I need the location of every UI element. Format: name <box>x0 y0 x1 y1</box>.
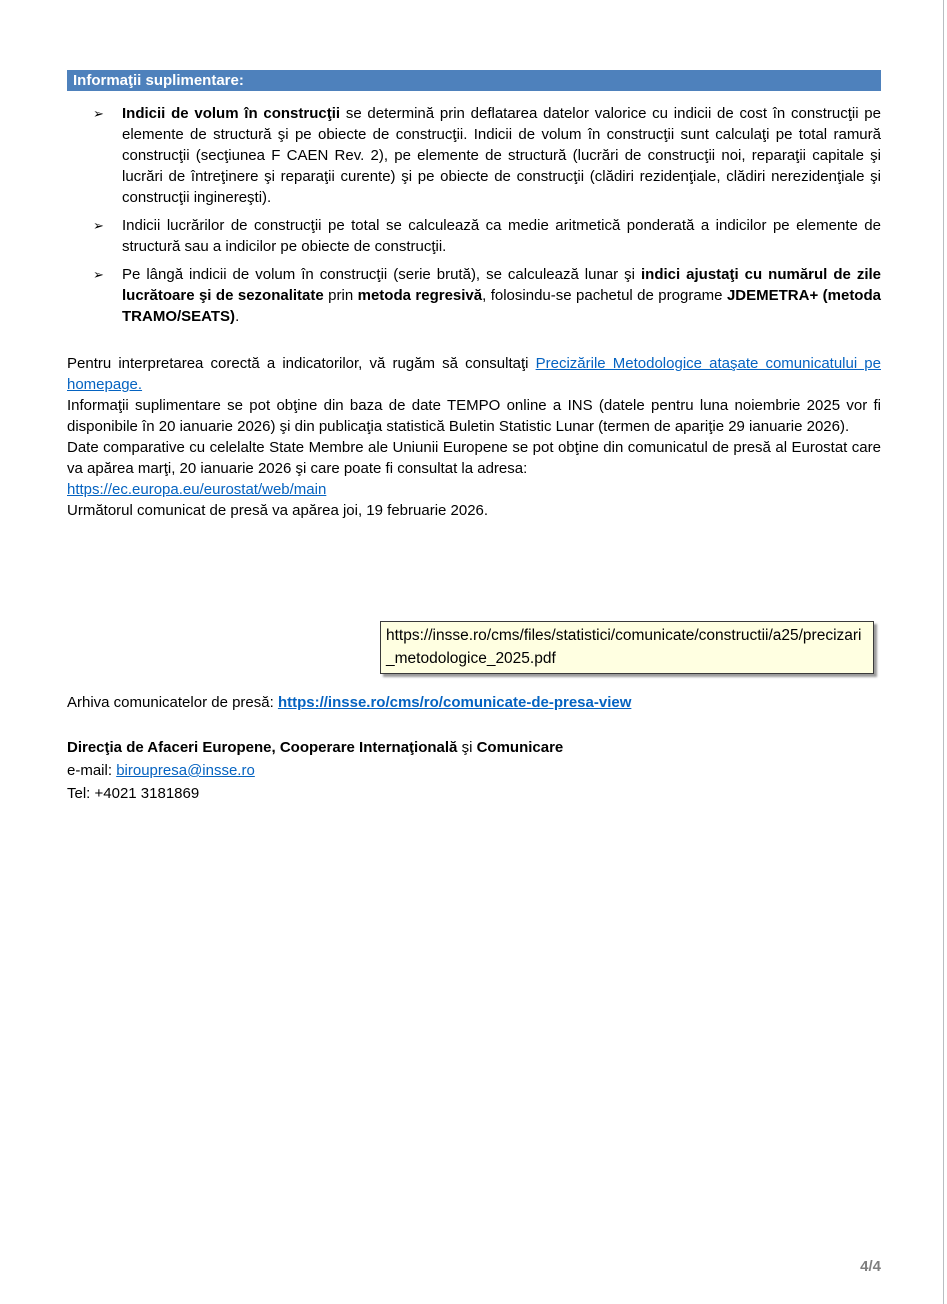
bullet-item-weighted-average <box>67 215 881 257</box>
paragraph-tempo-info: Informaţii suplimentare se pot obţine din baza de date TEMPO online a INS (datele pentru luna noiembrie 2025 vor fi disponibile în 20 ianuarie 2026) şi din publicaţia statistică Buletin Statistic Lunar (termen de apariţie 29 ianuarie 2026). <box>67 397 881 435</box>
arrow-bullet-icon: ➢ <box>93 218 104 233</box>
department-name: Direcţia de Afaceri Europene, Cooperare Internaţională şi Comunicare <box>67 739 564 756</box>
arrow-bullet-icon: ➢ <box>93 267 104 282</box>
email-label: e-mail: <box>67 762 117 779</box>
bullet-text: Indicii lucrărilor de construcţii pe total se calculează ca medie aritmetică ponderată a indicilor pe elemente de structură sau a indicilor pe obiecte de construcţii. <box>122 217 881 255</box>
contact-block <box>67 736 881 805</box>
archive-line <box>67 692 881 713</box>
paragraph-interpretation: Pentru interpretarea corectă a indicatorilor, vă rugăm să consultaţi Precizările Metodologice ataşate comunicatului pe homepage. <box>67 355 881 393</box>
section-header-informatii-suplimentare: Informaţii suplimentare: <box>67 70 881 91</box>
hyperlink[interactable]: Precizările Metodologice ataşate comunicatului pe homepage. <box>67 355 881 393</box>
bullet-item-volum-indices <box>67 103 881 208</box>
hyperlink[interactable]: https://ec.europa.eu/eurostat/web/main <box>67 481 327 498</box>
archive-link[interactable]: https://insse.ro/cms/ro/comunicate-de-presa-view <box>277 694 632 711</box>
bullet-text: Indicii de volum în construcţii se determină prin deflatarea datelor valorice cu indicii de cost în construcţii pe elemente de structură şi pe obiecte de construcţii. Indicii de volum în construcţii sunt calculaţi pe total ramură construcţii (secţiunea F CAEN Rev. 2), pe elemente de structură (lucrări de construcţii noi, reparaţii capitale şi lucrări de întreţinere şi reparaţii curente) şi pe obiecte de construcţii (clădiri rezidenţiale, clădiri nerezidenţiale şi construcţii inginereşti). <box>122 105 881 206</box>
page-right-border <box>943 0 944 1304</box>
url-tooltip-box: https://insse.ro/cms/files/statistici/comunicate/constructii/a25/precizari_metodologice_2025.pdf <box>380 621 874 674</box>
bullet-list <box>67 103 881 327</box>
email-link[interactable]: biroupresa@insse.ro <box>116 762 255 779</box>
email-line <box>67 759 881 782</box>
paragraph-eurostat: Date comparative cu celelalte State Membre ale Uniunii Europene se pot obţine din comunicatul de presă al Eurostat care va apărea marţi, 20 ianuarie 2026 şi care poate fi consultat la adresa: https://ec.europa.eu/eurostat/web/main <box>67 439 881 498</box>
archive-label: Arhiva comunicatelor de presă: <box>67 694 278 711</box>
page-number: 4/4 <box>860 1258 881 1275</box>
bullet-item-adjusted-indices <box>67 264 881 327</box>
telephone-line: Tel: +4021 3181869 <box>67 785 200 802</box>
paragraph-next-release: Următorul comunicat de presă va apărea joi, 19 februarie 2026. <box>67 502 489 519</box>
bullet-text: Pe lângă indicii de volum în construcţii (serie brută), se calculează lunar şi indici ajustaţi cu numărul de zile lucrătoare şi de sezonalitate prin metoda regresivă, folosindu-se pachetul de programe JDEMETRA+ (metoda TRAMO/SEATS). <box>122 266 881 325</box>
document-page <box>67 0 881 805</box>
body-paragraphs <box>67 353 881 521</box>
arrow-bullet-icon: ➢ <box>93 106 104 121</box>
